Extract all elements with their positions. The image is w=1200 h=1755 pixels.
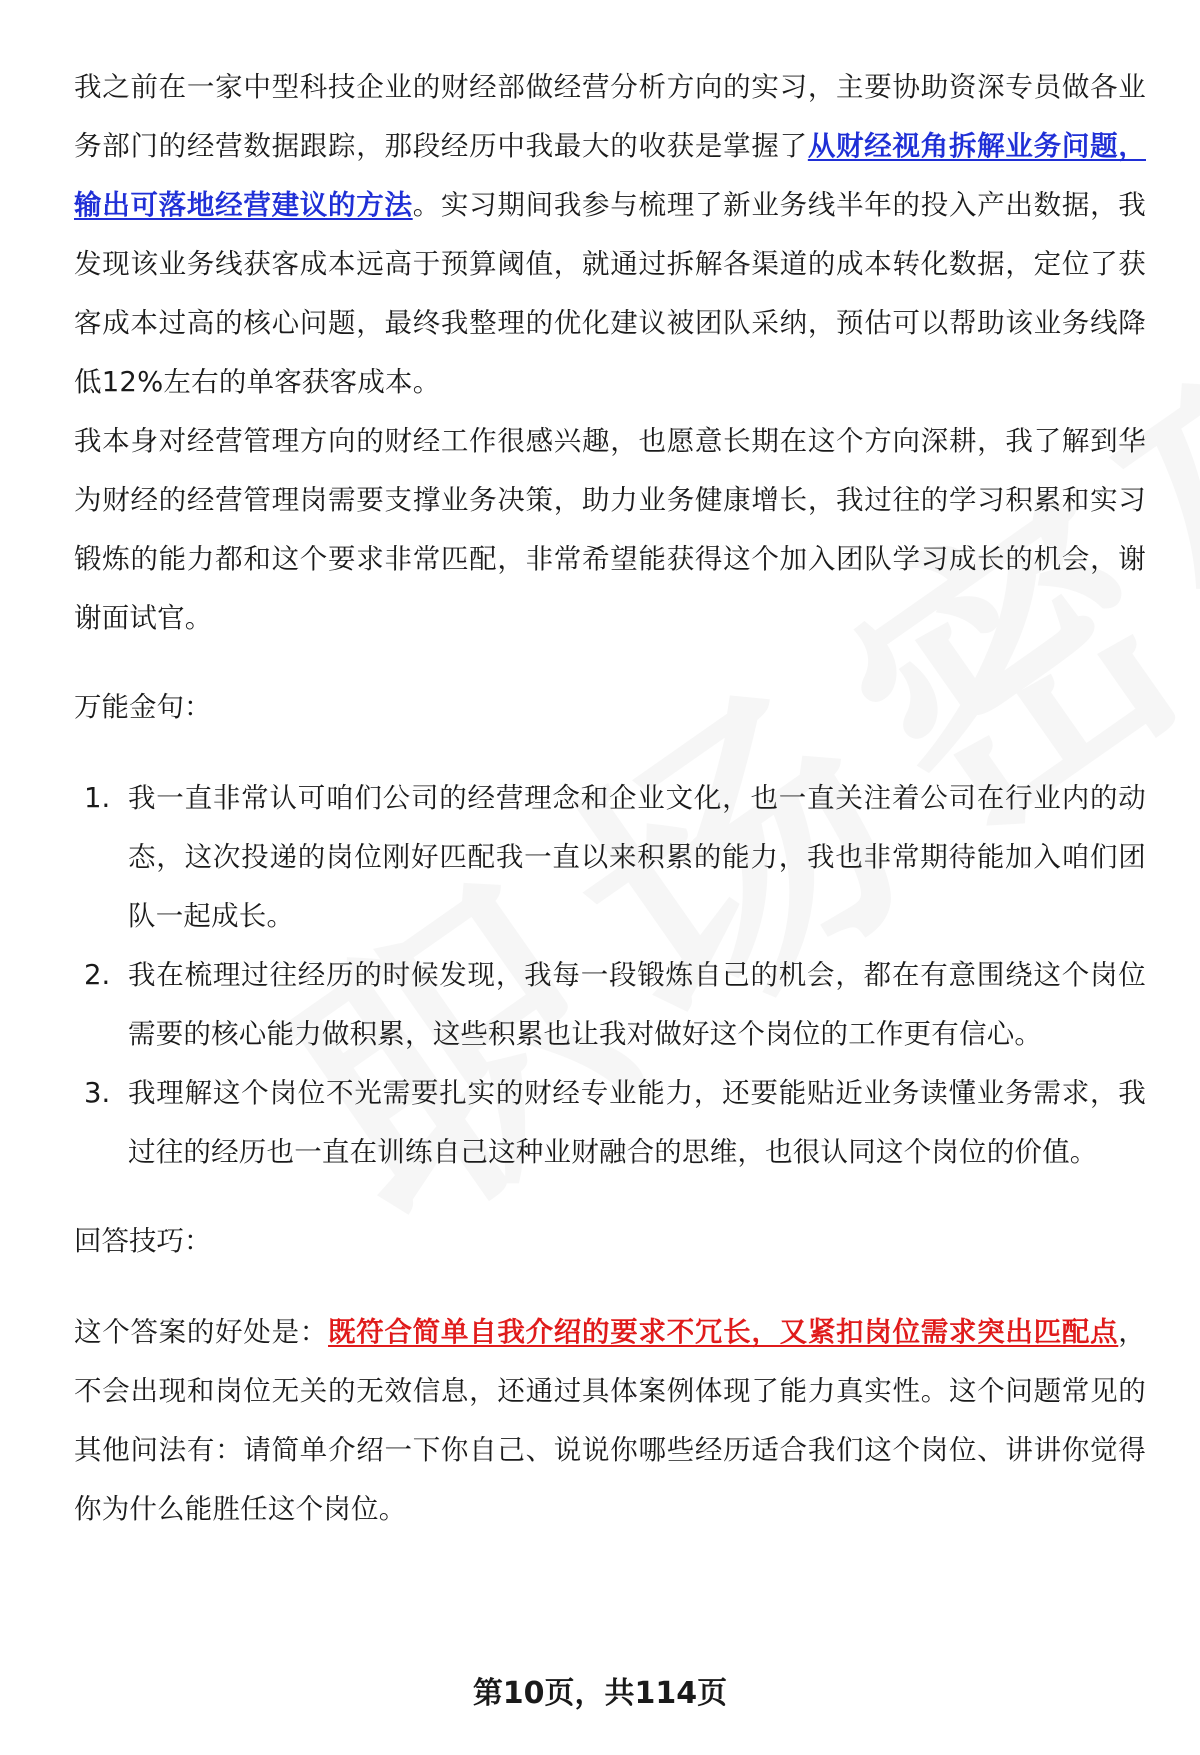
spacer (74, 1182, 1146, 1212)
list-item-text: 我一直非常认可咱们公司的经营理念和企业文化，也一直关注着公司在行业内的动态，这次投递的岗位刚好匹配我一直以来积累的能力，我也非常期待能加入咱们团队一起成长。 (128, 782, 1146, 932)
document-body (74, 58, 1146, 1539)
intro-text-after: 。实习期间我参与梳理了新业务线半年的投入产出数据，我发现该业务线获客成本远高于预算阈值，就通过拆解各渠道的成本转化数据，定位了获客成本过高的核心问题，最终我整理的优化建议被团队采纳，预估可以帮助该业务线降低12%左右的单客获客成本。 (74, 189, 1147, 398)
intro-highlight: 从财经视角拆解业务问题，输出可落地经营建议的方法 (74, 130, 1146, 221)
spacer (74, 1271, 1146, 1303)
tips-text-before: 这个答案的好处是： (74, 1316, 329, 1348)
page-number-footer: 第10页，共114页 (472, 1676, 728, 1711)
tips-highlight: 既符合简单自我介绍的要求不冗长，又紧扣岗位需求突出匹配点 (328, 1316, 1119, 1348)
intro-paragraph-1 (74, 58, 1146, 412)
golden-sentences-label: 万能金句： (74, 691, 212, 723)
intro-paragraph-2: 我本身对经营管理方向的财经工作很感兴趣，也愿意长期在这个方向深耕，我了解到华为财经的经营管理岗需要支撑业务决策，助力业务健康增长，我过往的学习积累和实习锻炼的能力都和这个要求非常匹配，非常希望能获得这个加入团队学习成长的机会，谢谢面试官。 (74, 425, 1146, 634)
intro-text-before: 我之前在一家中型科技企业的财经部做经营分析方向的实习，主要协助资深专员做各业务部门的经营数据跟踪，那段经历中我最大的收获是掌握了 (74, 71, 1146, 162)
list-item-number: 2. (84, 959, 111, 991)
spacer (74, 648, 1146, 678)
tips-text-after: ，不会出现和岗位无关的无效信息，还通过具体案例体现了能力真实性。这个问题常见的其他问法有：请简单介绍一下你自己、说说你哪些经历适合我们这个岗位、讲讲你觉得你为什么能胜任这个岗位。 (74, 1316, 1146, 1525)
list-item (74, 946, 1146, 1064)
answer-tips-paragraph (74, 1303, 1146, 1539)
golden-sentences-list (74, 769, 1146, 1182)
list-item (74, 1064, 1146, 1182)
answer-tips-label: 回答技巧： (74, 1225, 212, 1257)
list-item-number: 3. (84, 1077, 111, 1109)
list-item-number: 1. (84, 782, 111, 814)
list-item (74, 769, 1146, 946)
spacer (74, 737, 1146, 769)
list-item-text: 我理解这个岗位不光需要扎实的财经专业能力，还要能贴近业务读懂业务需求，我过往的经历也一直在训练自己这种业财融合的思维，也很认同这个岗位的价值。 (128, 1077, 1146, 1168)
list-item-text: 我在梳理过往经历的时候发现，我每一段锻炼自己的机会，都在有意围绕这个岗位需要的核心能力做积累，这些积累也让我对做好这个岗位的工作更有信心。 (128, 959, 1146, 1050)
